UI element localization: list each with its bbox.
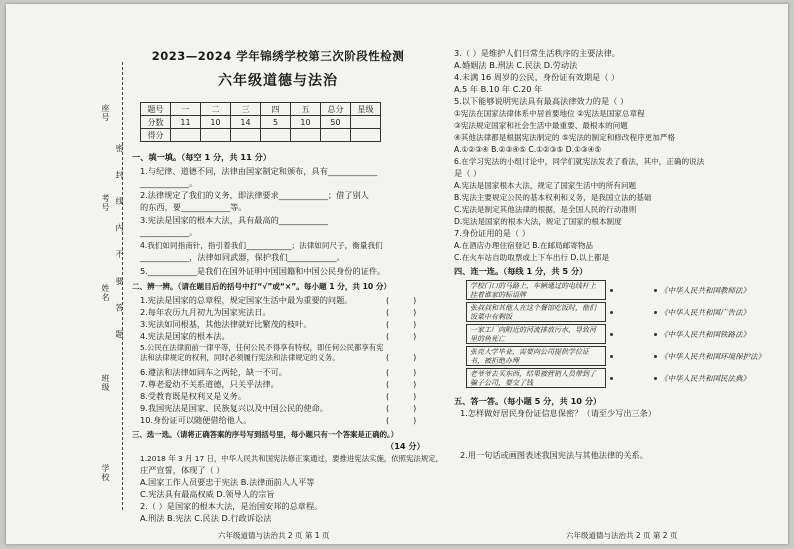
score-cell: 10 <box>291 116 321 129</box>
choice-question: 3.（ ）是维护人们日常生活秩序的主要法律。 <box>454 48 620 58</box>
judge-item: 9.我国宪法是国家、民族复兴以及中国公民的使命。 <box>140 403 328 413</box>
choice-option: ③宪法规定国家和社会生活中最重要、最根本的问题 <box>454 121 628 130</box>
choice-question: 是（ ） <box>454 168 482 178</box>
answer-paren[interactable]: ( ) <box>386 380 417 389</box>
score-cell: 四 <box>261 103 291 116</box>
page-footer: 六年级道德与法治共 2 页 第 1 页 <box>218 531 330 540</box>
judge-item: 1.宪法是国家的总章程，规定国家生活中最为重要的问题。 <box>140 295 353 305</box>
choice-question: 2.（ ）是国家的根本大法，是治国安邦的总章程。 <box>140 501 323 511</box>
choice-question: 1.2018 年 3 月 17 日，中华人民共和国宪法修正案通过，要推进宪法实施，依照宪法规定， <box>140 454 443 463</box>
score-full-row <box>141 116 381 129</box>
score-cell: 星级 <box>351 103 381 116</box>
choice-option: A.①②③④ B.②③④⑤ C.①②③⑤ D.①③④⑤ <box>454 145 602 154</box>
judge-item: 5.公民在法律面前一律平等，任何公民不得享有特权，即任何公民都享有宪法和法律规定的权利，同时必须履行宪法和法律规定的义务。 <box>140 343 384 362</box>
match-anchor[interactable] <box>610 311 613 314</box>
judge-item: 8.受教育既是权利又是义务。 <box>140 391 247 401</box>
score-cell: 11 <box>171 116 201 129</box>
match-law: 《中华人民共和国广告法》 <box>660 308 750 317</box>
match-law: 《中华人民共和国民法典》 <box>660 374 750 383</box>
choice-option: C.宪法具有最高权威 D.领导人的宗旨 <box>140 489 275 499</box>
score-cell[interactable] <box>321 129 351 142</box>
score-table <box>140 102 381 142</box>
match-anchor[interactable] <box>654 377 657 380</box>
judge-item: 10.身份证可以随便借给他人。 <box>140 415 252 425</box>
binding-notice: 密 封 线 内 不 要 答 题 <box>115 144 124 346</box>
score-cell: 5 <box>261 116 291 129</box>
class-label: 班级 <box>101 374 110 392</box>
judge-item: 4.宪法是国家的根本法。 <box>140 331 230 341</box>
seat-no-label: 座号 <box>101 104 110 122</box>
match-law: 《中华人民共和国环境保护法》 <box>660 352 765 361</box>
match-law: 《中华人民共和国教师法》 <box>660 286 750 295</box>
choice-option: A.婚姻法 B.刑法 C.民法 D.劳动法 <box>454 60 578 70</box>
choice-option: A.在酒店办理住宿登记 B.在邮局邮寄物品 <box>454 241 594 250</box>
score-cell: 分数 <box>141 116 171 129</box>
score-cell: 得分 <box>141 129 171 142</box>
match-scenario: 老爷爷去买东西，结果被营销人员带到了骗子公司，要交了钱 <box>466 368 606 388</box>
choice-option: A.国家工作人员要忠于宪法 B.法律面前人人平等 <box>140 477 315 487</box>
question-text: 1.与纪律、道德不同，法律由国家制定和颁布，具有____________ <box>140 166 378 176</box>
match-scenario: 学校门口的马路上，车辆通过的电线杆上挂着谁家的标语牌 <box>466 280 606 300</box>
score-cell: 三 <box>231 103 261 116</box>
answer-paren[interactable]: ( ) <box>386 416 417 425</box>
question-text: ____________。 <box>140 178 198 188</box>
match-anchor[interactable] <box>610 289 613 292</box>
match-anchor[interactable] <box>654 355 657 358</box>
score-cell[interactable] <box>351 129 381 142</box>
judge-item: 3.宪法如同根基，其他法律就好比繁茂的枝叶。 <box>140 319 312 329</box>
score-cell[interactable] <box>201 129 231 142</box>
choice-option: ④其他法律都是根据宪法制定的 ⑤宪法的制定和修改程序更加严格 <box>454 133 676 142</box>
question-text: 5.____________是我们在国外证明中国国籍和中国公民身份的证件。 <box>140 266 386 276</box>
answer-paren[interactable]: ( ) <box>386 296 417 305</box>
answer-paren[interactable]: ( ) <box>386 308 417 317</box>
section-heading: 二、辨一辨。（请在题目后的括号中打“√”或“×”。每小题 1 分，共 10 分） <box>132 282 392 291</box>
judge-item: 7.尊老爱幼不关系道德，只关乎法律。 <box>140 379 279 389</box>
choice-option: C.在火车站自助取票或上下车出行 D.以上都是 <box>454 253 610 262</box>
answer-paren[interactable]: ( ) <box>386 332 417 341</box>
answer-paren[interactable]: ( ) <box>386 404 417 413</box>
match-anchor[interactable] <box>610 355 613 358</box>
exam-title: 2023—2024 学年锦绣学校第三次阶段性检测 <box>151 49 405 63</box>
score-cell: 五 <box>291 103 321 116</box>
match-anchor[interactable] <box>610 333 613 336</box>
match-anchor[interactable] <box>654 333 657 336</box>
binding-cut-line <box>122 62 123 510</box>
page-footer: 六年级道德与法治共 2 页 第 2 页 <box>566 531 678 540</box>
score-cell: 10 <box>201 116 231 129</box>
exam-no-label: 考号 <box>101 194 110 212</box>
question-text: 4.我们如同指南针，指引着我们____________；法律如同尺子，衡量我们 <box>140 241 383 250</box>
answer-paren[interactable]: ( ) <box>386 392 417 401</box>
choice-option: B.宪法主要规定公民的基本权利和义务，是我国立法的基础 <box>454 193 652 202</box>
score-cell[interactable] <box>261 129 291 142</box>
score-got-row <box>141 129 381 142</box>
name-label: 姓名 <box>101 284 110 302</box>
question-text: 2.法律规定了我们的义务，即法律要求____________；借了别人 <box>140 190 369 200</box>
score-cell <box>351 116 381 129</box>
choice-option: ①宪法在国家法律体系中居首要地位 ②宪法是国家总章程 <box>454 109 645 118</box>
match-anchor[interactable] <box>654 311 657 314</box>
choice-option: C.宪法是制定其他法律的根据，是全国人民的行动准则 <box>454 205 637 214</box>
binding-margin <box>14 44 124 514</box>
question-text: 的东西，要____________等。 <box>140 202 247 212</box>
score-cell: 二 <box>201 103 231 116</box>
question-text: ____________。 <box>140 227 198 237</box>
choice-option: D.宪法是国家的根本大法，规定了国家的根本制度 <box>454 217 622 226</box>
score-cell[interactable] <box>231 129 261 142</box>
match-scenario: 张亮大学毕业，需要向公司提供学位证书，被拒绝办理 <box>466 346 606 366</box>
answer-paren[interactable]: ( ) <box>386 353 417 362</box>
answer-paren[interactable]: ( ) <box>386 320 417 329</box>
choice-question: 6.在学习宪法的小组讨论中，同学们就宪法发表了看法，其中，正确的说法 <box>454 157 705 166</box>
score-cell[interactable] <box>171 129 201 142</box>
match-anchor[interactable] <box>654 289 657 292</box>
section-heading: 五、答一答。（每小题 5 分，共 10 分） <box>454 396 602 406</box>
score-cell: 14 <box>231 116 261 129</box>
score-cell: 50 <box>321 116 351 129</box>
essay-question: 2.用一句话或画图表述我国宪法与其他法律的关系。 <box>460 450 648 460</box>
exam-sheet <box>6 4 788 544</box>
school-label: 学校 <box>101 464 110 482</box>
choice-option: A.5 年 B.10 年 C.20 年 <box>454 84 543 94</box>
choice-question: 庄严宣誓，体现了（ ） <box>140 465 225 475</box>
answer-paren[interactable]: ( ) <box>386 368 417 377</box>
section-heading: 三、选一选。（请将正确答案的序号写到括号里，每小题只有一个答案是正确的。） <box>132 430 399 439</box>
match-scenario: 张叔叔和其他人在这个餐馆吃饭时，他们饭菜中有剩饭 <box>466 302 606 322</box>
question-text: ____________，法律如同武器，保护我们____________。 <box>140 252 345 262</box>
match-law: 《中华人民共和国铁路法》 <box>660 330 750 339</box>
score-cell: 总分 <box>321 103 351 116</box>
score-cell: 题号 <box>141 103 171 116</box>
question-text: 3.宪法是国家的根本大法，具有最高的____________ <box>140 215 328 225</box>
score-cell: 一 <box>171 103 201 116</box>
choice-question: 7.身份证用的是（ ） <box>454 228 530 238</box>
match-anchor[interactable] <box>610 377 613 380</box>
score-header-row <box>141 103 381 116</box>
choice-question: 5.以下能够说明宪法具有最高法律效力的是（ ） <box>454 96 629 106</box>
section-points: （14 分） <box>386 441 425 451</box>
essay-question: 1.怎样做好居民身份证信息保密？（请至少写出三条） <box>460 408 657 418</box>
judge-item: 6.遵法和法律如同车之两轮，缺一不可。 <box>140 367 287 377</box>
choice-option: A.宪法是国家根本大法，规定了国家生活中的所有问题 <box>454 181 637 190</box>
match-scenario: 一家工厂向附近的河流排放污水，导致河里的鱼死亡 <box>466 324 606 344</box>
score-cell[interactable] <box>291 129 321 142</box>
exam-subject: 六年级道德与法治 <box>218 73 338 89</box>
section-heading: 四、连一连。（每线 1 分，共 5 分） <box>454 266 588 276</box>
judge-item: 2.每年农历九月初九为国家宪法日。 <box>140 307 271 317</box>
choice-question: 4.未满 16 周岁的公民，身份证有效期是（ ） <box>454 72 620 82</box>
section-heading: 一、填一填。（每空 1 分，共 11 分） <box>132 152 272 162</box>
choice-option: A.刑法 B.宪法 C.民法 D.行政诉讼法 <box>140 513 272 523</box>
